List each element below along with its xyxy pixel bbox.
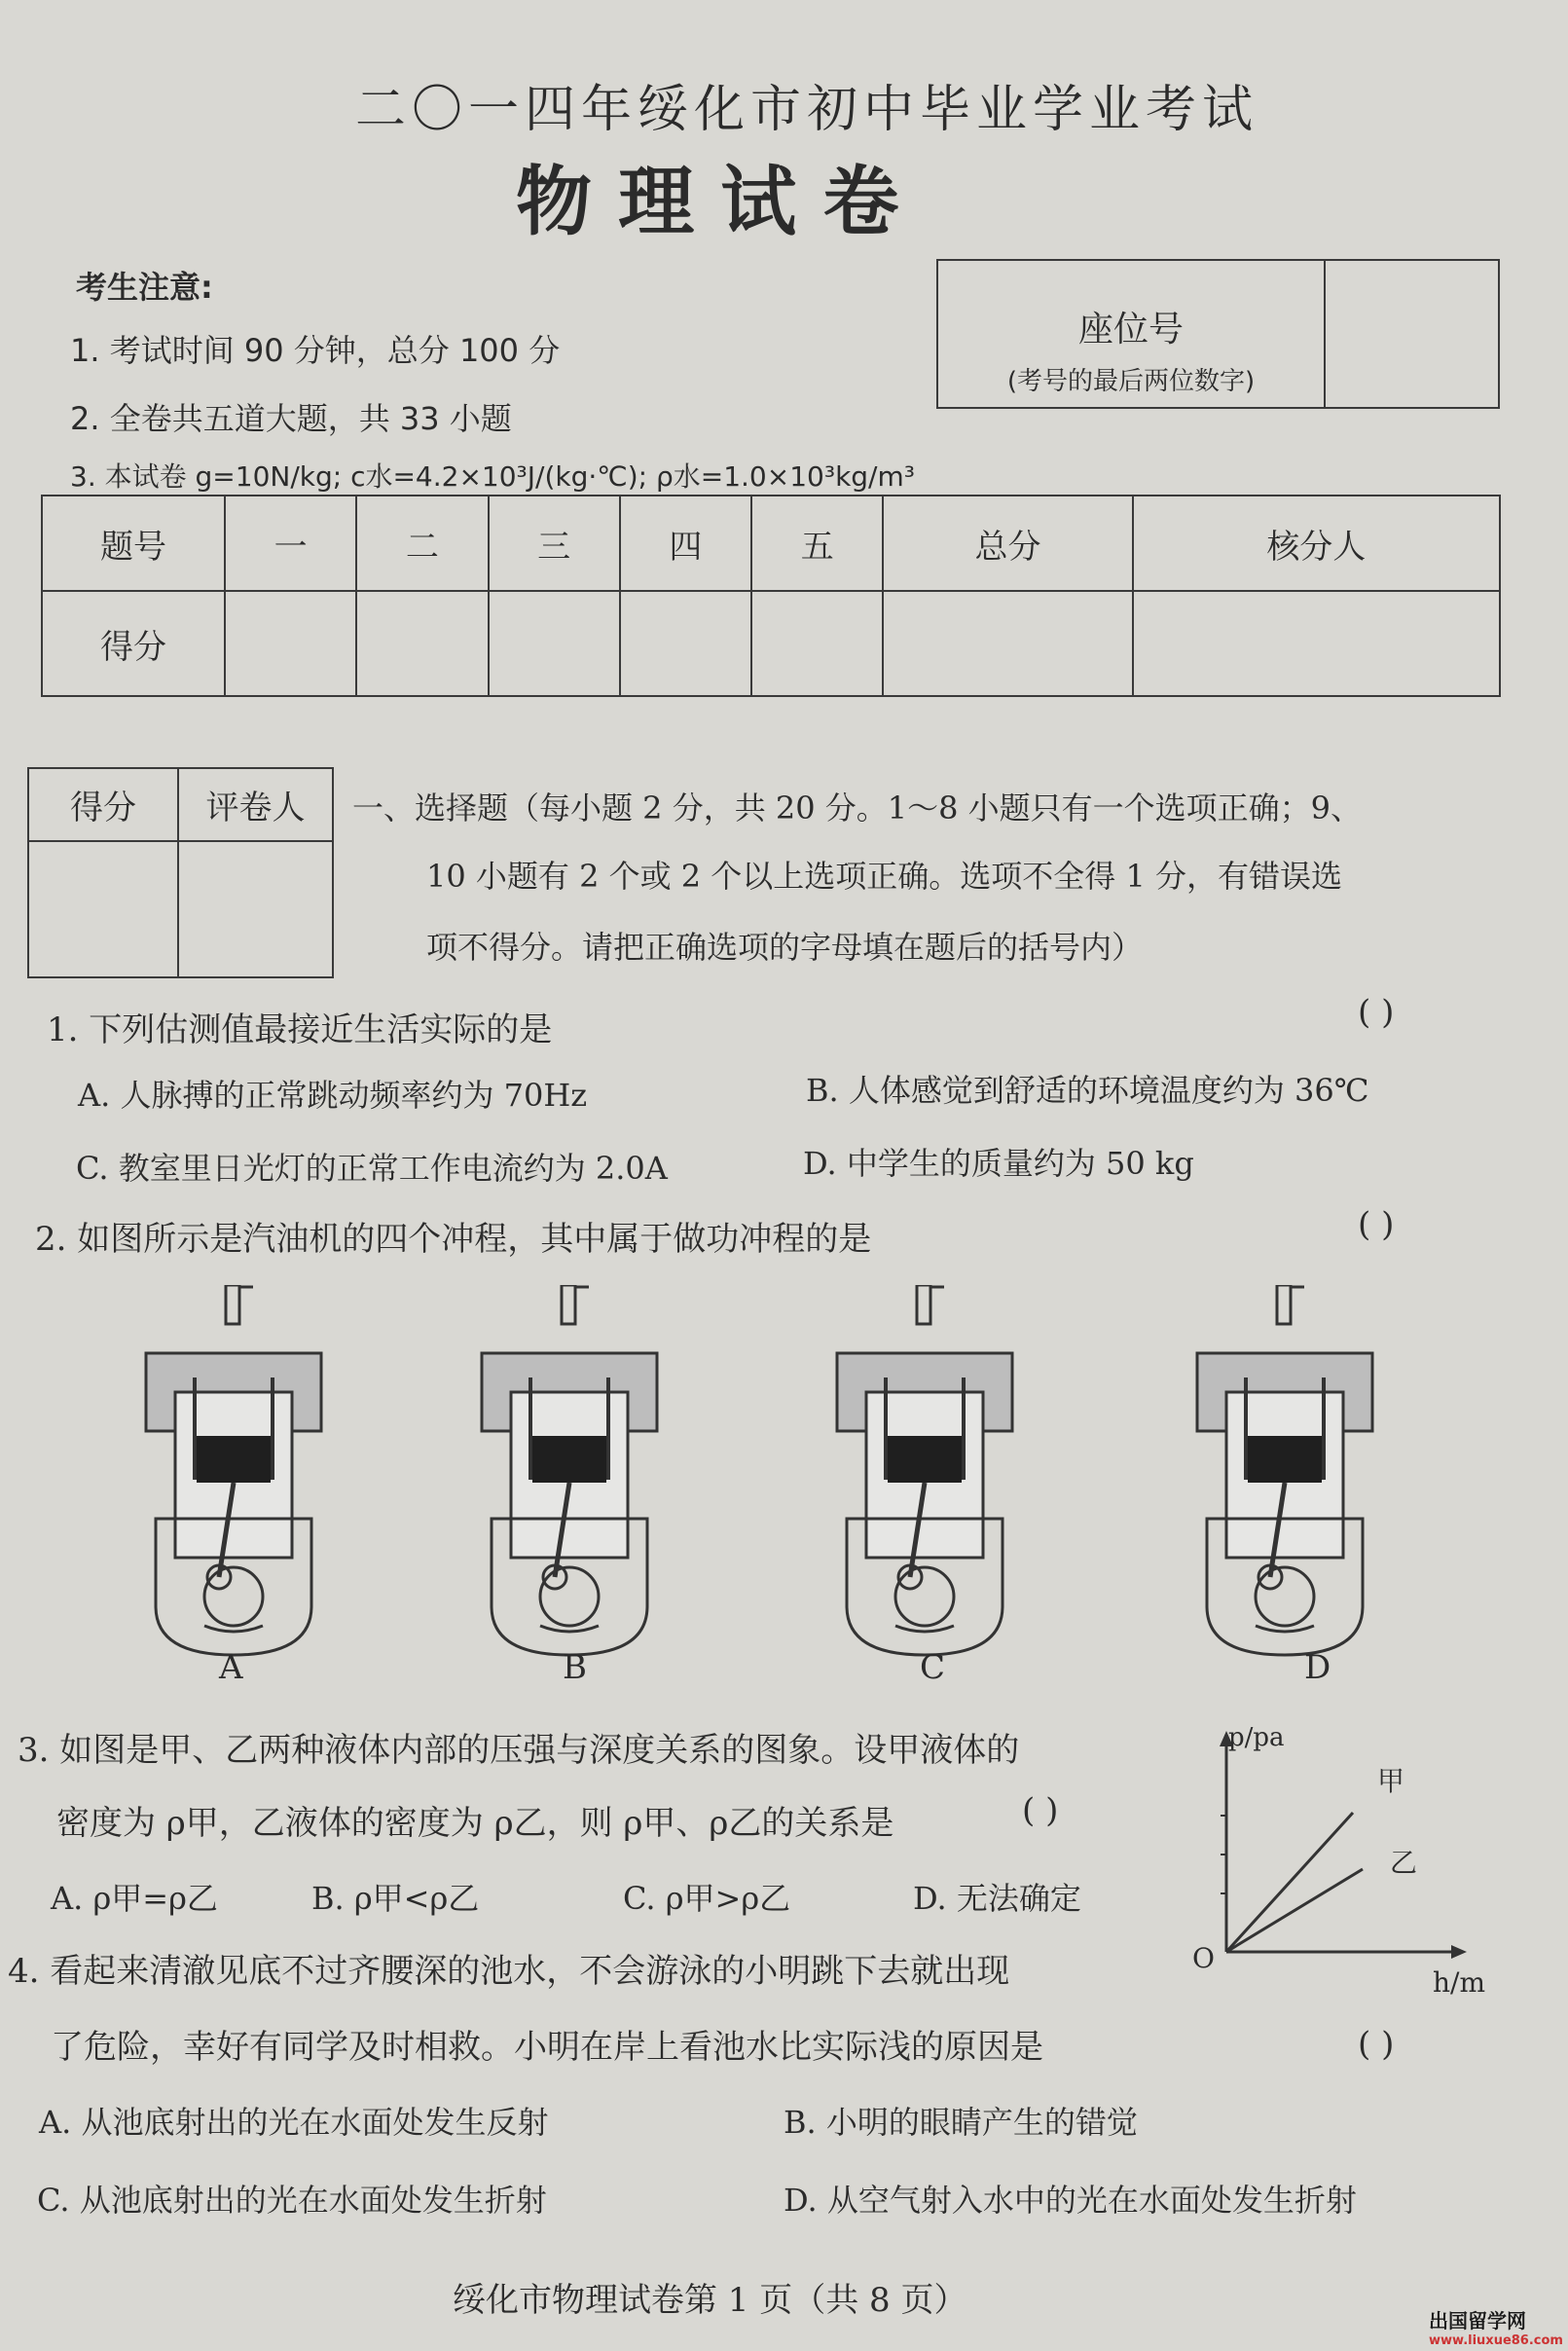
score-row-label: 得分 xyxy=(42,591,225,696)
graph-xlabel: h/m xyxy=(1433,1966,1486,1999)
score-input-cell[interactable] xyxy=(225,591,356,696)
q3-stem-line1: 3. 如图是甲、乙两种液体内部的压强与深度关系的图象。设甲液体的 xyxy=(18,1731,1020,1770)
q1-option-c: C. 教室里日光灯的正常工作电流约为 2.0A xyxy=(76,1150,668,1187)
score-table-cell: 题号 xyxy=(42,496,225,591)
engine-a-icon xyxy=(146,1285,321,1655)
score-input-cell[interactable] xyxy=(489,591,620,696)
graph-ylabel: p/pa xyxy=(1228,1723,1285,1752)
notice-item-1: 1. 考试时间 90 分钟，总分 100 分 xyxy=(70,332,561,369)
grader-score-label: 得分 xyxy=(28,768,178,841)
score-input-cell[interactable] xyxy=(620,591,751,696)
engine-label-a: A xyxy=(219,1648,243,1687)
section1-line1: 一、选择题（每小题 2 分，共 20 分。1～8 小题只有一个选项正确；9、 xyxy=(352,790,1363,827)
q3-option-a: A. ρ甲=ρ乙 xyxy=(51,1880,218,1917)
score-table-cell: 四 xyxy=(620,496,751,591)
q2-answer-paren[interactable]: ( ) xyxy=(1358,1205,1395,1244)
score-table-cell: 二 xyxy=(356,496,488,591)
seat-label-cell xyxy=(938,261,1326,407)
q4-answer-paren[interactable]: ( ) xyxy=(1358,2025,1395,2064)
score-input-cell[interactable] xyxy=(751,591,883,696)
graph-x-arrow-icon xyxy=(1451,1945,1467,1959)
exam-title-line2: 物 理 试 卷 xyxy=(516,158,899,246)
engine-d-icon xyxy=(1197,1285,1372,1655)
seat-label: 座位号 xyxy=(1077,310,1184,349)
graph-line-jia xyxy=(1226,1813,1353,1952)
notice-item-3: 3. 本试卷 g=10N/kg; c水=4.2×10³J/(kg·℃); ρ水=1.0×10³kg/m³ xyxy=(70,460,915,493)
seat-sublabel: (考号的最后两位数字) xyxy=(1006,367,1256,396)
watermark-line2: www.liuxue86.com xyxy=(1429,2333,1563,2348)
score-input-cell[interactable] xyxy=(883,591,1132,696)
exam-title-line1: 二〇一四年绥化市初中毕业学业考试 xyxy=(355,81,1259,139)
grader-person-label: 评卷人 xyxy=(178,768,333,841)
score-table-cell: 一 xyxy=(225,496,356,591)
q4-option-b: B. 小明的眼睛产生的错觉 xyxy=(784,2104,1138,2141)
score-table-score-row xyxy=(42,591,1500,696)
q4-option-d: D. 从空气射入水中的光在水面处发生折射 xyxy=(784,2182,1357,2219)
q4-option-c: C. 从池底射出的光在水面处发生折射 xyxy=(37,2182,547,2219)
score-table-header-row xyxy=(42,496,1500,591)
score-table-cell: 总分 xyxy=(883,496,1132,591)
grader-person-field[interactable] xyxy=(178,841,333,977)
grader-score-field[interactable] xyxy=(28,841,178,977)
q3-stem-line2: 密度为 ρ甲，乙液体的密度为 ρ乙，则 ρ甲、ρ乙的关系是 xyxy=(56,1804,894,1843)
q3-answer-paren[interactable]: ( ) xyxy=(1022,1791,1059,1830)
graph-label-yi: 乙 xyxy=(1390,1847,1418,1879)
score-table xyxy=(41,495,1501,697)
q3-pressure-depth-graph xyxy=(1178,1713,1528,2005)
score-table-cell: 三 xyxy=(489,496,620,591)
q1-option-b: B. 人体感觉到舒适的环境温度约为 36℃ xyxy=(806,1072,1369,1109)
score-input-cell[interactable] xyxy=(356,591,488,696)
engine-label-b: B xyxy=(563,1648,587,1687)
notice-item-2: 2. 全卷共五道大题，共 33 小题 xyxy=(70,400,512,437)
q2-stem: 2. 如图所示是汽油机的四个冲程，其中属于做功冲程的是 xyxy=(35,1220,872,1259)
q3-option-b: B. ρ甲<ρ乙 xyxy=(311,1880,480,1917)
graph-origin: O xyxy=(1192,1942,1215,1974)
engine-c-icon xyxy=(837,1285,1012,1655)
score-table-cell: 五 xyxy=(751,496,883,591)
notice-heading: 考生注意: xyxy=(76,269,213,306)
watermark-logo xyxy=(1429,2305,1563,2348)
q3-option-c: C. ρ甲>ρ乙 xyxy=(623,1880,791,1917)
q1-option-a: A. 人脉搏的正常跳动频率约为 70Hz xyxy=(78,1077,588,1114)
engine-figures xyxy=(127,1285,1421,1694)
q1-option-d: D. 中学生的质量约为 50 kg xyxy=(803,1145,1194,1182)
page-footer: 绥化市物理试卷第 1 页（共 8 页） xyxy=(453,2281,967,2320)
engine-b-icon xyxy=(482,1285,657,1655)
section1-line2: 10 小题有 2 个或 2 个以上选项正确。选项不全得 1 分，有错误选 xyxy=(426,858,1343,895)
grader-table xyxy=(27,767,334,978)
score-table-cell: 核分人 xyxy=(1133,496,1500,591)
graph-label-jia: 甲 xyxy=(1377,1765,1405,1797)
seat-number-field[interactable] xyxy=(1326,261,1496,407)
score-input-cell[interactable] xyxy=(1133,591,1500,696)
grader-table-header xyxy=(28,768,333,841)
watermark-line1: 出国留学网 xyxy=(1429,2309,1526,2333)
engine-label-d: D xyxy=(1304,1648,1331,1687)
q1-stem: 1. 下列估测值最接近生活实际的是 xyxy=(47,1010,553,1049)
seat-number-box xyxy=(936,259,1500,409)
q4-stem-line2: 了危险，幸好有同学及时相救。小明在岸上看池水比实际浅的原因是 xyxy=(51,2028,1043,2067)
engine-label-c: C xyxy=(920,1648,946,1687)
q4-stem-line1: 4. 看起来清澈见底不过齐腰深的池水，不会游泳的小明跳下去就出现 xyxy=(8,1952,1010,1991)
q4-option-a: A. 从池底射出的光在水面处发生反射 xyxy=(39,2104,549,2141)
section1-line3: 项不得分。请把正确选项的字母填在题后的括号内） xyxy=(426,929,1144,966)
grader-table-body xyxy=(28,841,333,977)
q3-option-d: D. 无法确定 xyxy=(913,1880,1081,1917)
q1-answer-paren[interactable]: ( ) xyxy=(1358,993,1395,1032)
graph-line-yi xyxy=(1226,1869,1363,1952)
